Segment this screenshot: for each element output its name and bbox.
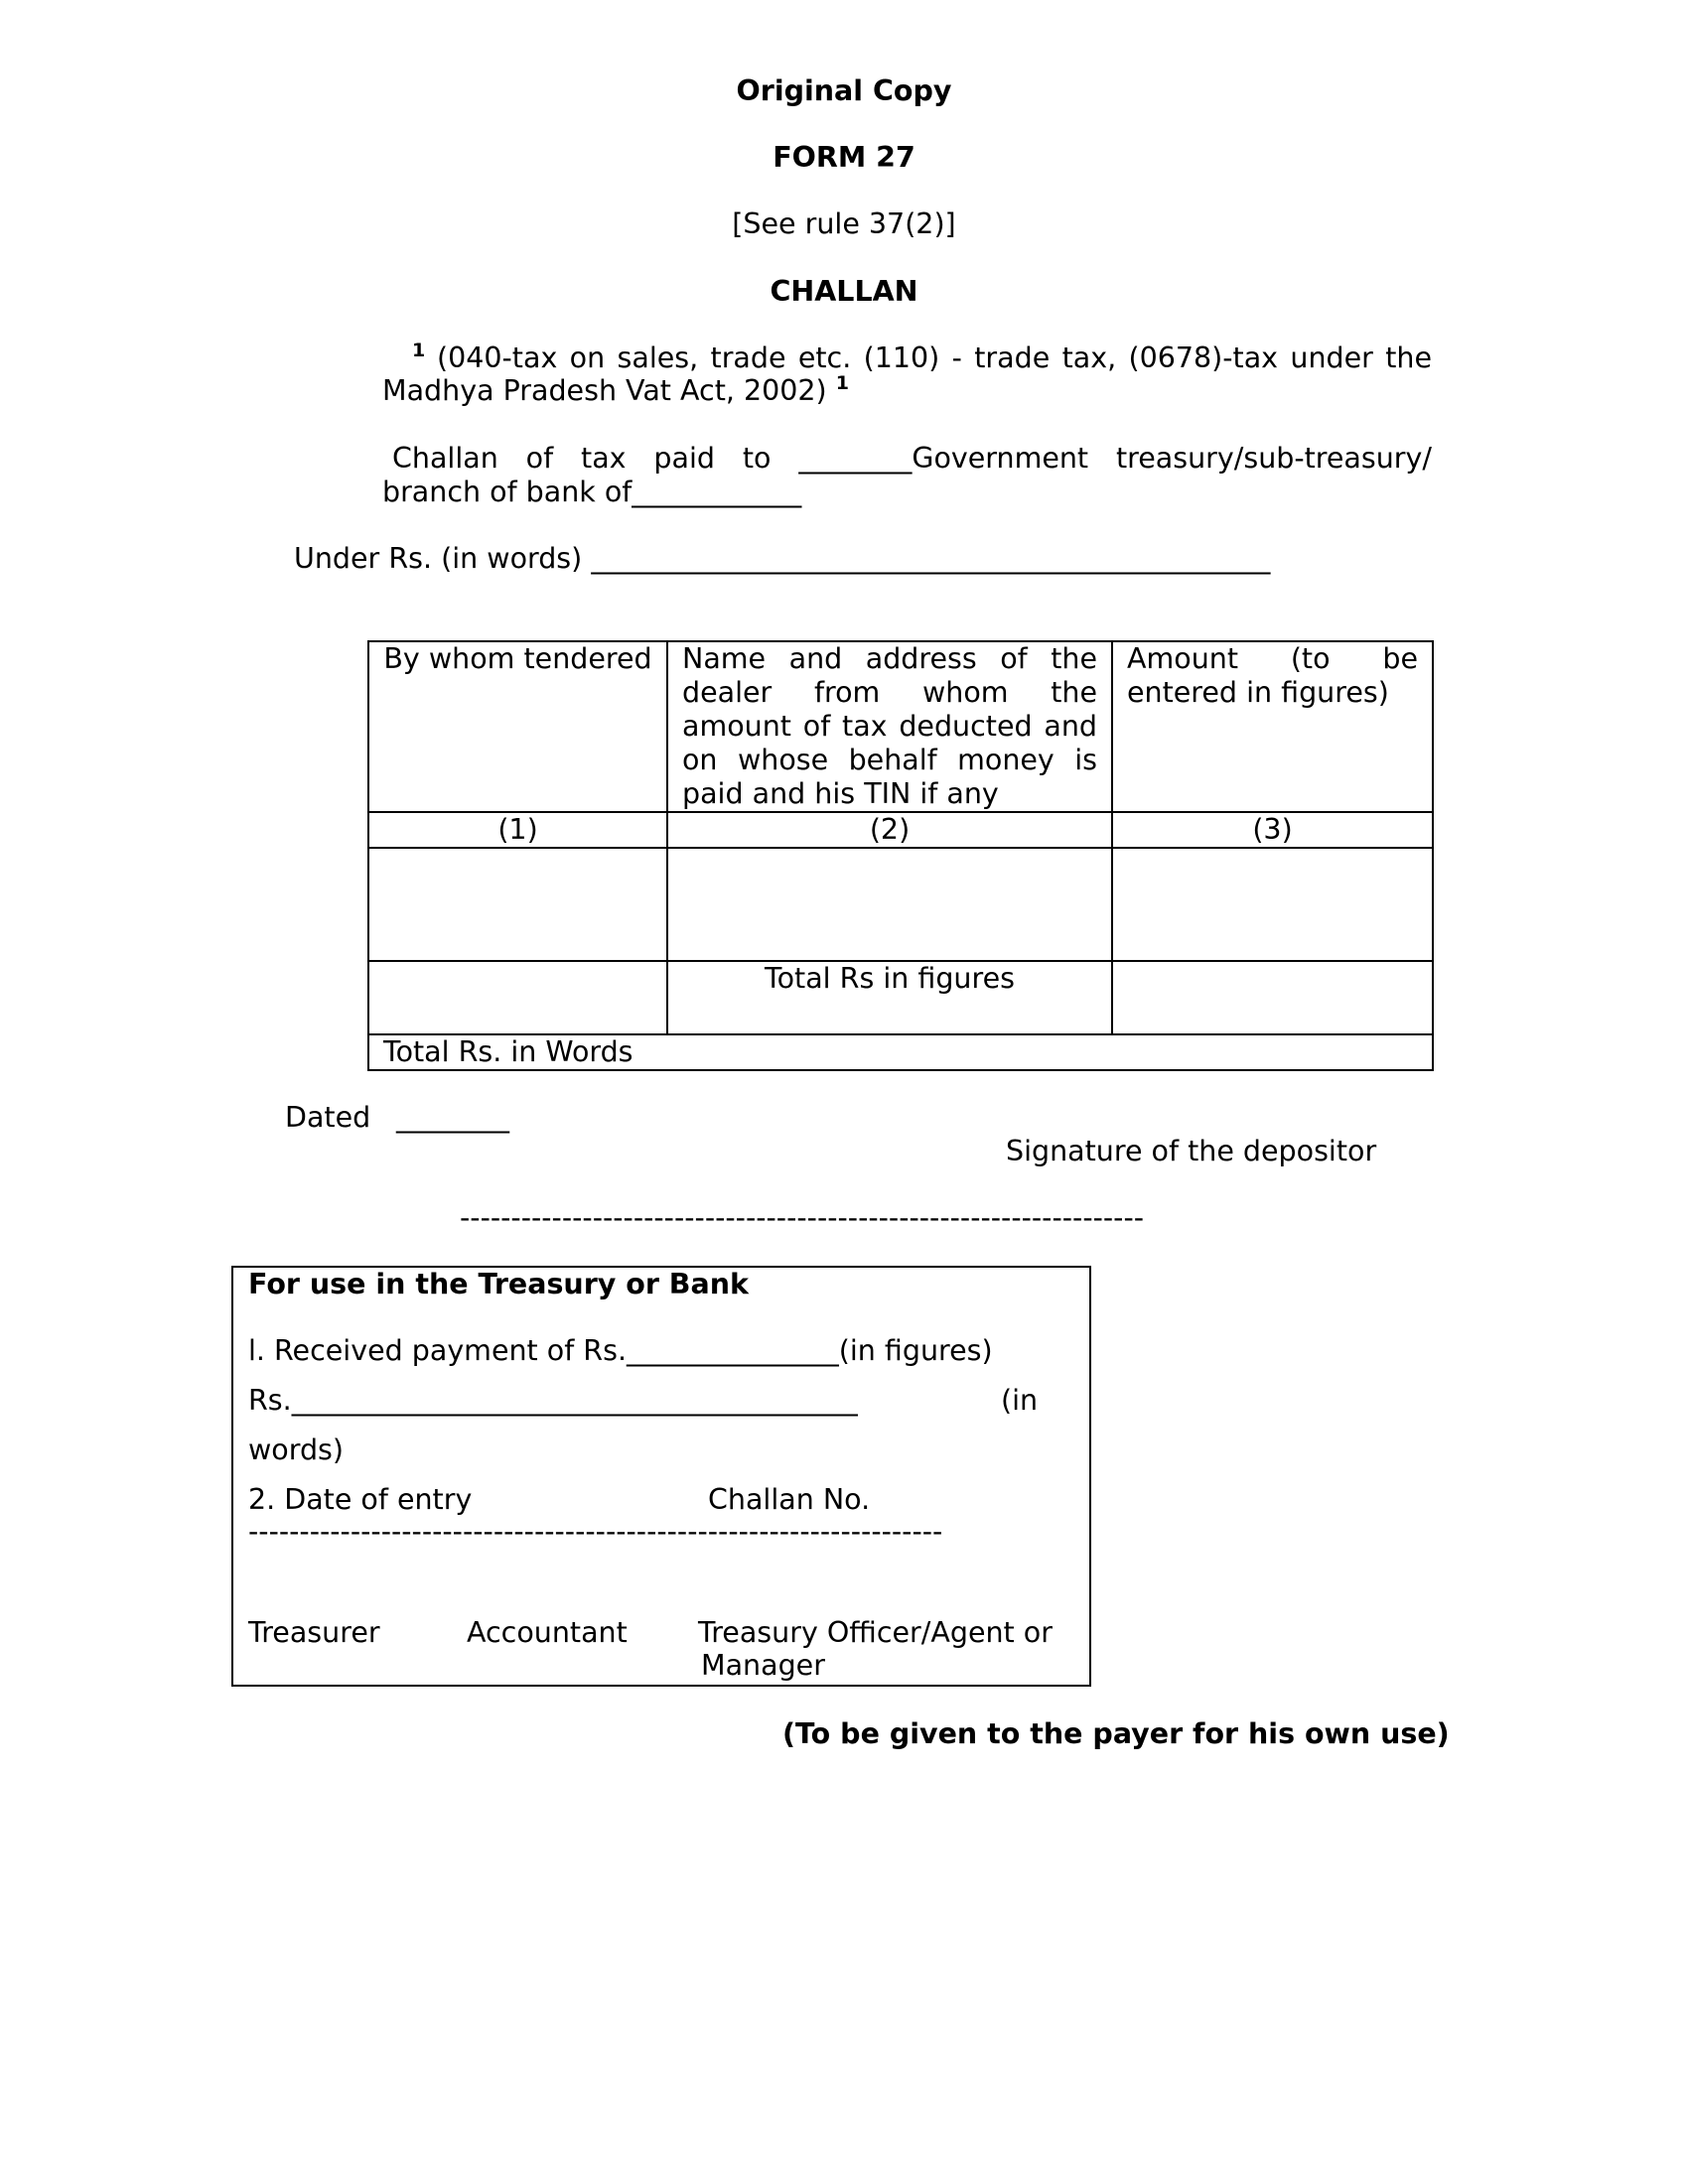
table-header-row — [368, 641, 1433, 812]
entry-dealer-cell[interactable] — [667, 848, 1112, 961]
copy-label: Original Copy — [736, 74, 952, 107]
document-type: CHALLAN — [770, 275, 918, 308]
entry-tendered-by-cell[interactable] — [368, 848, 667, 961]
total-figures-amount-cell[interactable] — [1112, 961, 1433, 1034]
total-figures-label: Total Rs in figures — [667, 961, 1112, 1034]
total-words-label: Total Rs. in Words — [368, 1034, 1433, 1070]
form-number: FORM 27 — [773, 141, 915, 174]
heads-line-1-text: (040-tax on sales, trade etc. (110) - trade tax, (0678)-tax under the — [437, 341, 1432, 374]
total-row-blank-cell — [368, 961, 667, 1034]
column-number-2: (2) — [667, 812, 1112, 848]
under-rs-line: Under Rs. (in words) ________________________________________________ — [294, 542, 1271, 575]
box-dash-line: -------------------------------------------------------------------- — [248, 1515, 943, 1548]
total-words-row — [368, 1034, 1433, 1070]
dated-blank[interactable]: ________ — [396, 1101, 509, 1134]
challan-table — [367, 640, 1434, 1071]
officer-label-line-1: Treasury Officer/Agent or — [698, 1616, 1053, 1649]
rule-reference: [See rule 37(2)] — [732, 207, 956, 240]
heads-line-2-text: Madhya Pradesh Vat Act, 2002) — [382, 374, 827, 407]
entry-amount-cell[interactable] — [1112, 848, 1433, 961]
closing-footnote-marker: 1 — [835, 372, 849, 394]
column-number-row — [368, 812, 1433, 848]
header-amount: Amount (to be entered in figures) — [1112, 641, 1433, 812]
column-number-1: (1) — [368, 812, 667, 848]
officer-label-line-2: Manager — [701, 1649, 825, 1682]
paid-to-line-2: branch of bank of____________ — [382, 476, 802, 508]
date-of-entry-label: 2. Date of entry — [248, 1483, 473, 1516]
footnote-marker: 1 — [412, 340, 426, 361]
accountant-label: Accountant — [467, 1616, 628, 1649]
header-dealer-details: Name and address of the dealer from whom the amount of tax deducted and on whose behalf money is paid and his TIN if any — [667, 641, 1112, 812]
entry-row — [368, 848, 1433, 961]
footer-note: (To be given to the payer for his own use) — [782, 1717, 1450, 1750]
signature-label: Signature of the depositor — [1006, 1135, 1377, 1167]
dated-label: Dated — [285, 1101, 371, 1134]
heads-line-2 — [382, 374, 849, 408]
treasurer-label: Treasurer — [248, 1616, 380, 1649]
column-number-3: (3) — [1112, 812, 1433, 848]
words-label: words) — [248, 1433, 345, 1466]
paid-to-line-1: Challan of tax paid to ________Government treasury/sub-treasury/ — [392, 442, 1432, 475]
total-figures-row — [368, 961, 1433, 1034]
received-payment-line: l. Received payment of Rs._______________(in figures) — [248, 1334, 993, 1367]
treasury-box — [231, 1266, 1091, 1687]
heads-line-1 — [412, 341, 1432, 375]
challan-no-label: Challan No. — [708, 1483, 871, 1516]
rs-words-line: Rs.________________________________________ — [248, 1384, 858, 1417]
in-words-label: (in — [1001, 1384, 1039, 1417]
separator-line: ------------------------------------------------------------------- — [460, 1201, 1145, 1234]
header-by-whom-tendered: By whom tendered — [368, 641, 667, 812]
treasury-box-title: For use in the Treasury or Bank — [248, 1268, 750, 1300]
